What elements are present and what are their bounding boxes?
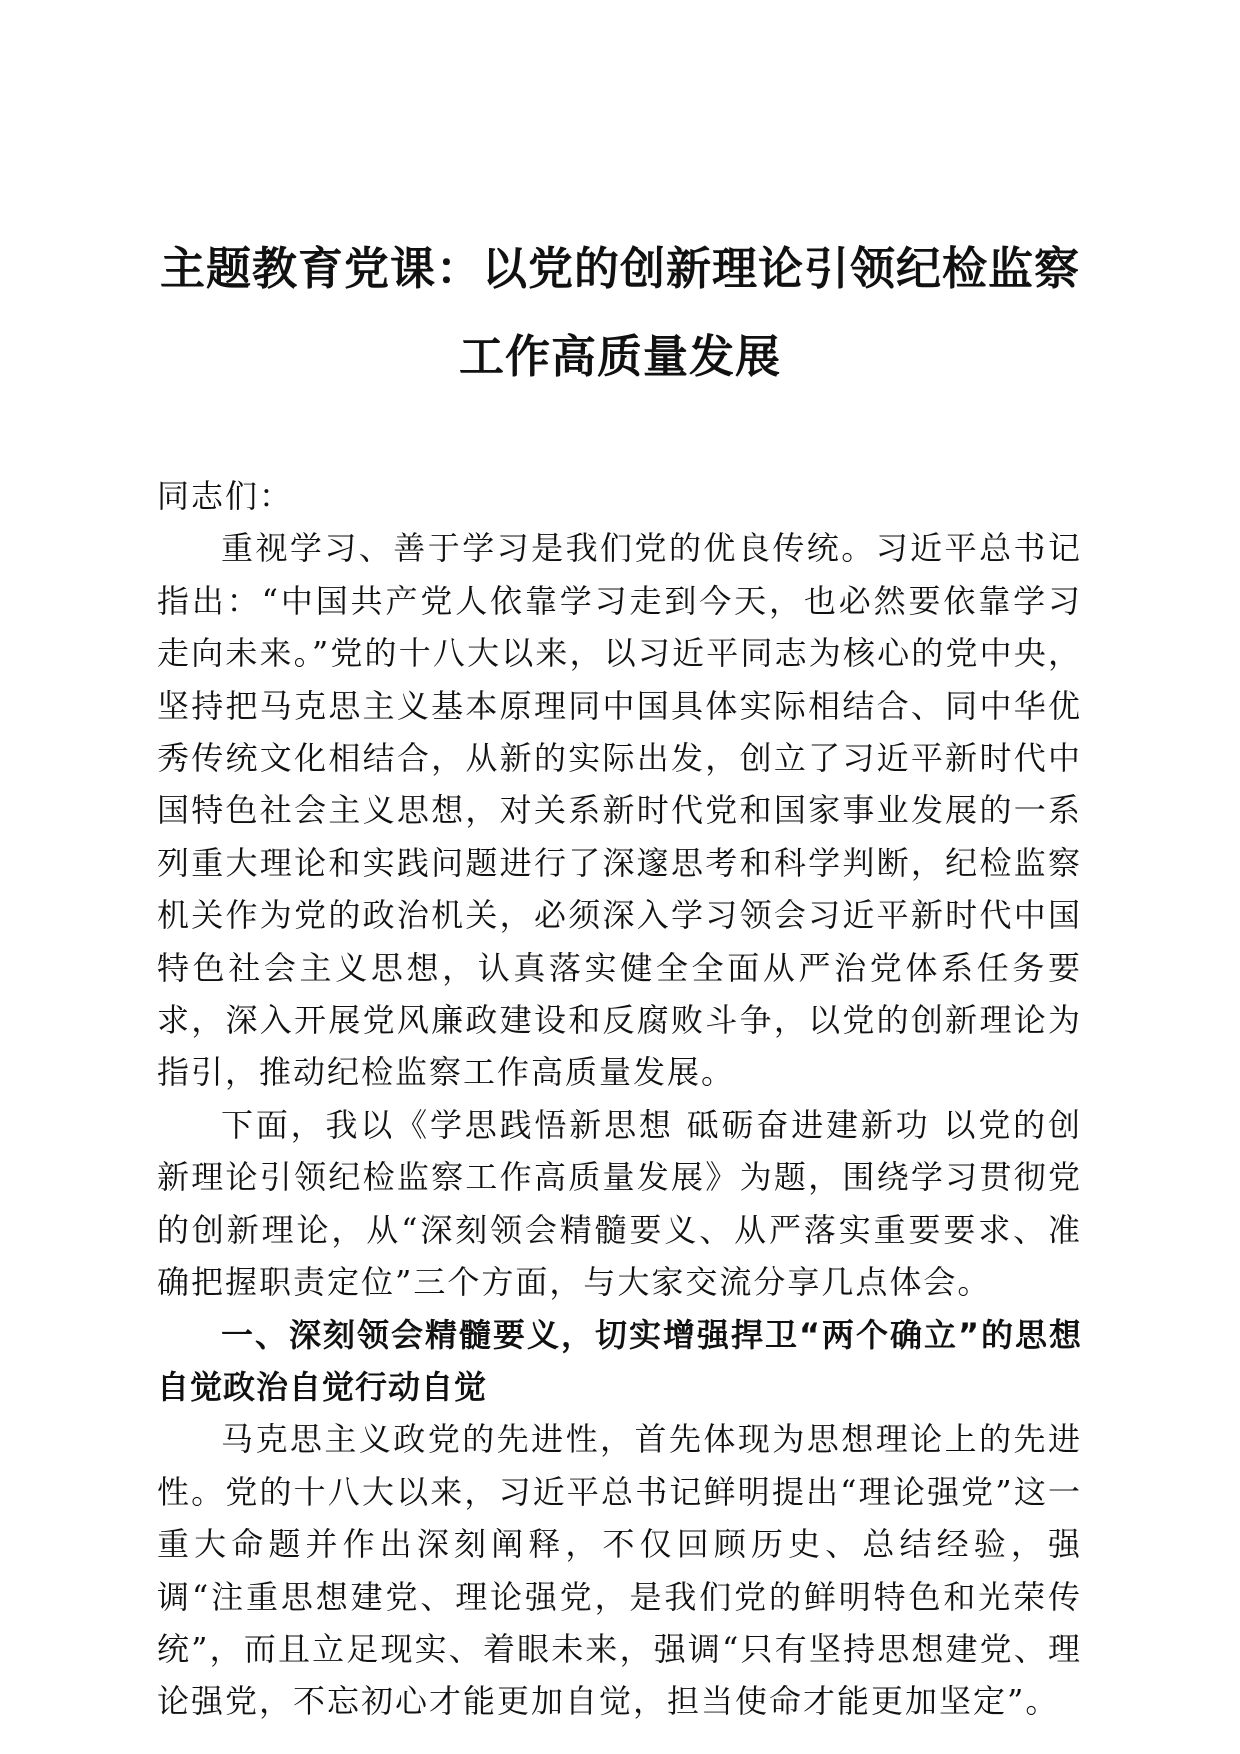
document-body (157, 470, 1082, 1728)
paragraph-intro: 重视学习、善于学习是我们党的优良传统。习近平总书记指出：“中国共产党人依靠学习走到今天，也必然要依靠学习走向未来。”党的十八大以来，以习近平同志为核心的党中央，坚持把马克思主义基本原理同中国具体实际相结合、同中华优秀传统文化相结合，从新的实际出发，创立了习近平新时代中国特色社会主义思想，对关系新时代党和国家事业发展的一系列重大理论和实践问题进行了深邃思考和科学判断，纪检监察机关作为党的政治机关，必须深入学习领会习近平新时代中国特色社会主义思想，认真落实健全全面从严治党体系任务要求，深入开展党风廉政建设和反腐败斗争，以党的创新理论为指引，推动纪检监察工作高质量发展。 (157, 529, 1082, 1092)
title-line-1: 主题教育党课：以党的创新理论引领纪检监察 (159, 242, 1080, 295)
paragraph-section-1: 马克思主义政党的先进性，首先体现为思想理论上的先进性。党的十八大以来，习近平总书记鲜明提出“理论强党”这一重大命题并作出深刻阐释，不仅回顾历史、总结经验，强调“注重思想建党、理论强党，是我们党的鲜明特色和光荣传统”，而且立足现实、着眼未来，强调“只有坚持思想建党、理论强党，不忘初心才能更加自觉，担当使命才能更加坚定”。 (157, 1420, 1082, 1721)
document-title (155, 225, 1085, 401)
greeting: 同志们： (157, 477, 294, 515)
paragraph-outline: 下面，我以《学思践悟新思想 砥砺奋进建新功 以党的创新理论引领纪检监察工作高质量发展》为题，围绕学习贯彻党的创新理论，从“深刻领会精髓要义、从严落实重要要求、准确把握职责定位”三个方面，与大家交流分享几点体会。 (157, 1105, 1082, 1302)
section-heading-1: 一、深刻领会精髓要义，切实增强捍卫“两个确立”的思想自觉政治自觉行动自觉 (157, 1315, 1082, 1406)
title-line-2: 工作高质量发展 (458, 330, 781, 383)
